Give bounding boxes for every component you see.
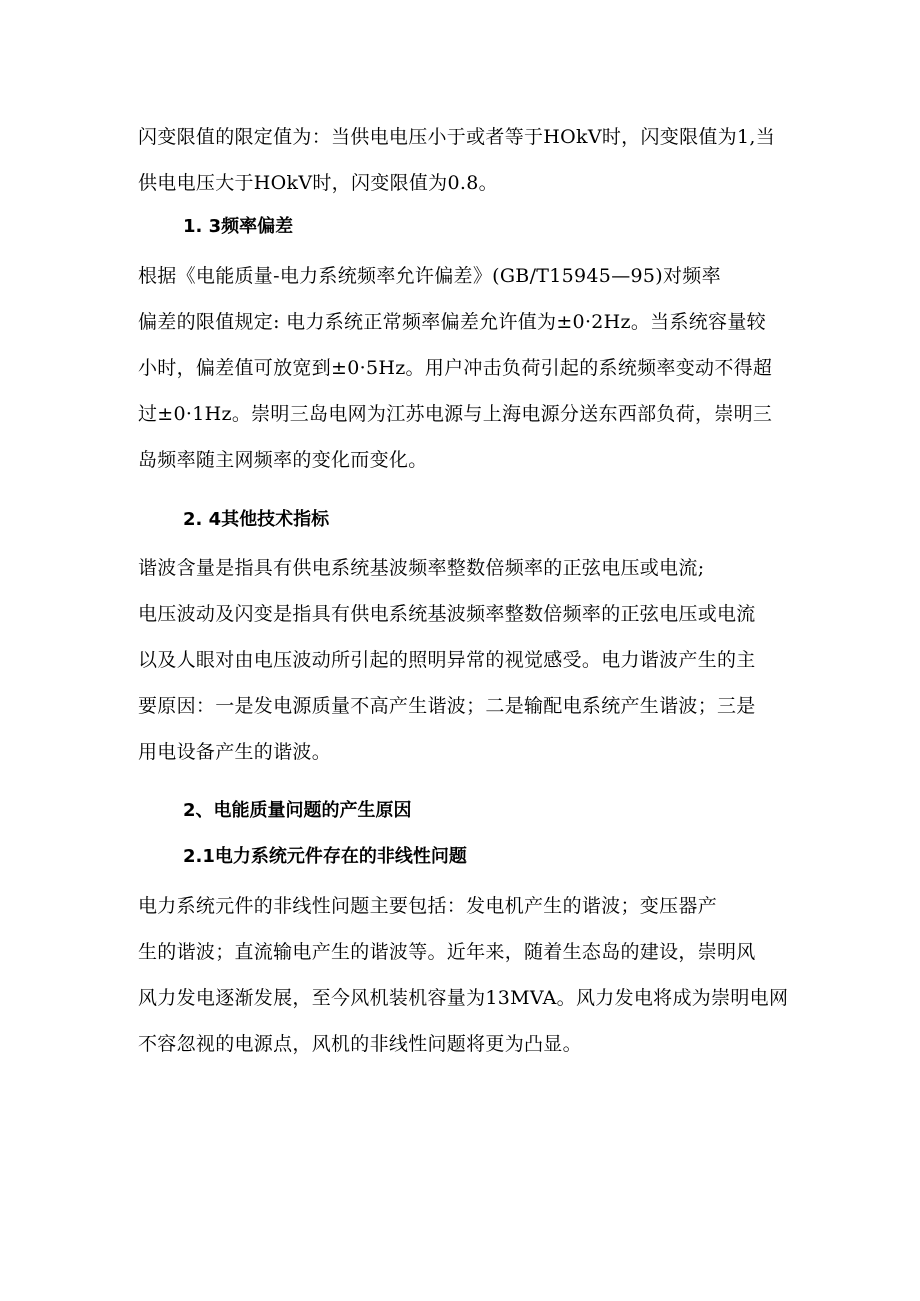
text-line: 供电电压大于HOkV时，闪变限值为0.8。 [138, 172, 498, 194]
text-line: 风力发电逐渐发展，至今风机装机容量为13MVA。风力发电将成为崇明电网 [138, 987, 789, 1009]
heading-causes: 2、电能质量问题的产生原因 [183, 800, 412, 821]
text-line: 偏差的限值规定: 电力系统正常频率偏差允许值为±0·2Hz。当系统容量较 [138, 311, 766, 333]
paragraph-flicker-limit [138, 114, 786, 206]
heading-nonlinear-elements: 2.1电力系统元件存在的非线性问题 [183, 846, 467, 867]
text-line: 不容忽视的电源点，风机的非线性问题将更为凸显。 [138, 1033, 582, 1055]
text-line: 闪变限值的限定值为：当供电电压小于或者等于HOkV时，闪变限值为1,当 [138, 126, 776, 148]
text-line: 要原因：一是发电源质量不高产生谐波；二是输配电系统产生谐波；三是 [138, 695, 756, 717]
text-line: 电力系统元件的非线性问题主要包括：发电机产生的谐波；变压器产 [138, 895, 718, 917]
heading-frequency-deviation: 1. 3频率偏差 [183, 216, 294, 237]
paragraph-frequency-deviation [138, 253, 786, 483]
text-line: 用电设备产生的谐波。 [138, 741, 332, 763]
text-line: 以及人眼对由电压波动所引起的照明异常的视觉感受。电力谐波产生的主 [138, 649, 756, 671]
paragraph-harmonics [138, 545, 786, 775]
text-line: 岛频率随主网频率的变化而变化。 [138, 449, 428, 471]
text-line: 谐波含量是指具有供电系统基波频率整数倍频率的正弦电压或电流; [138, 557, 705, 579]
text-line: 生的谐波；直流输电产生的谐波等。近年来，随着生态岛的建设，崇明风 [138, 941, 756, 963]
paragraph-nonlinear-elements [138, 883, 789, 1067]
text-line: 过±0·1Hz。崇明三岛电网为江苏电源与上海电源分送东西部负荷，崇明三 [138, 403, 773, 425]
text-line: 根据《电能质量-电力系统频率允许偏差》(GB/T15945—95)对频率 [138, 265, 721, 287]
text-line: 小时，偏差值可放宽到±0·5Hz。用户冲击负荷引起的系统频率变动不得超 [138, 357, 773, 379]
heading-other-indicators: 2. 4其他技术指标 [183, 509, 330, 530]
text-line: 电压波动及闪变是指具有供电系统基波频率整数倍频率的正弦电压或电流 [138, 603, 756, 625]
